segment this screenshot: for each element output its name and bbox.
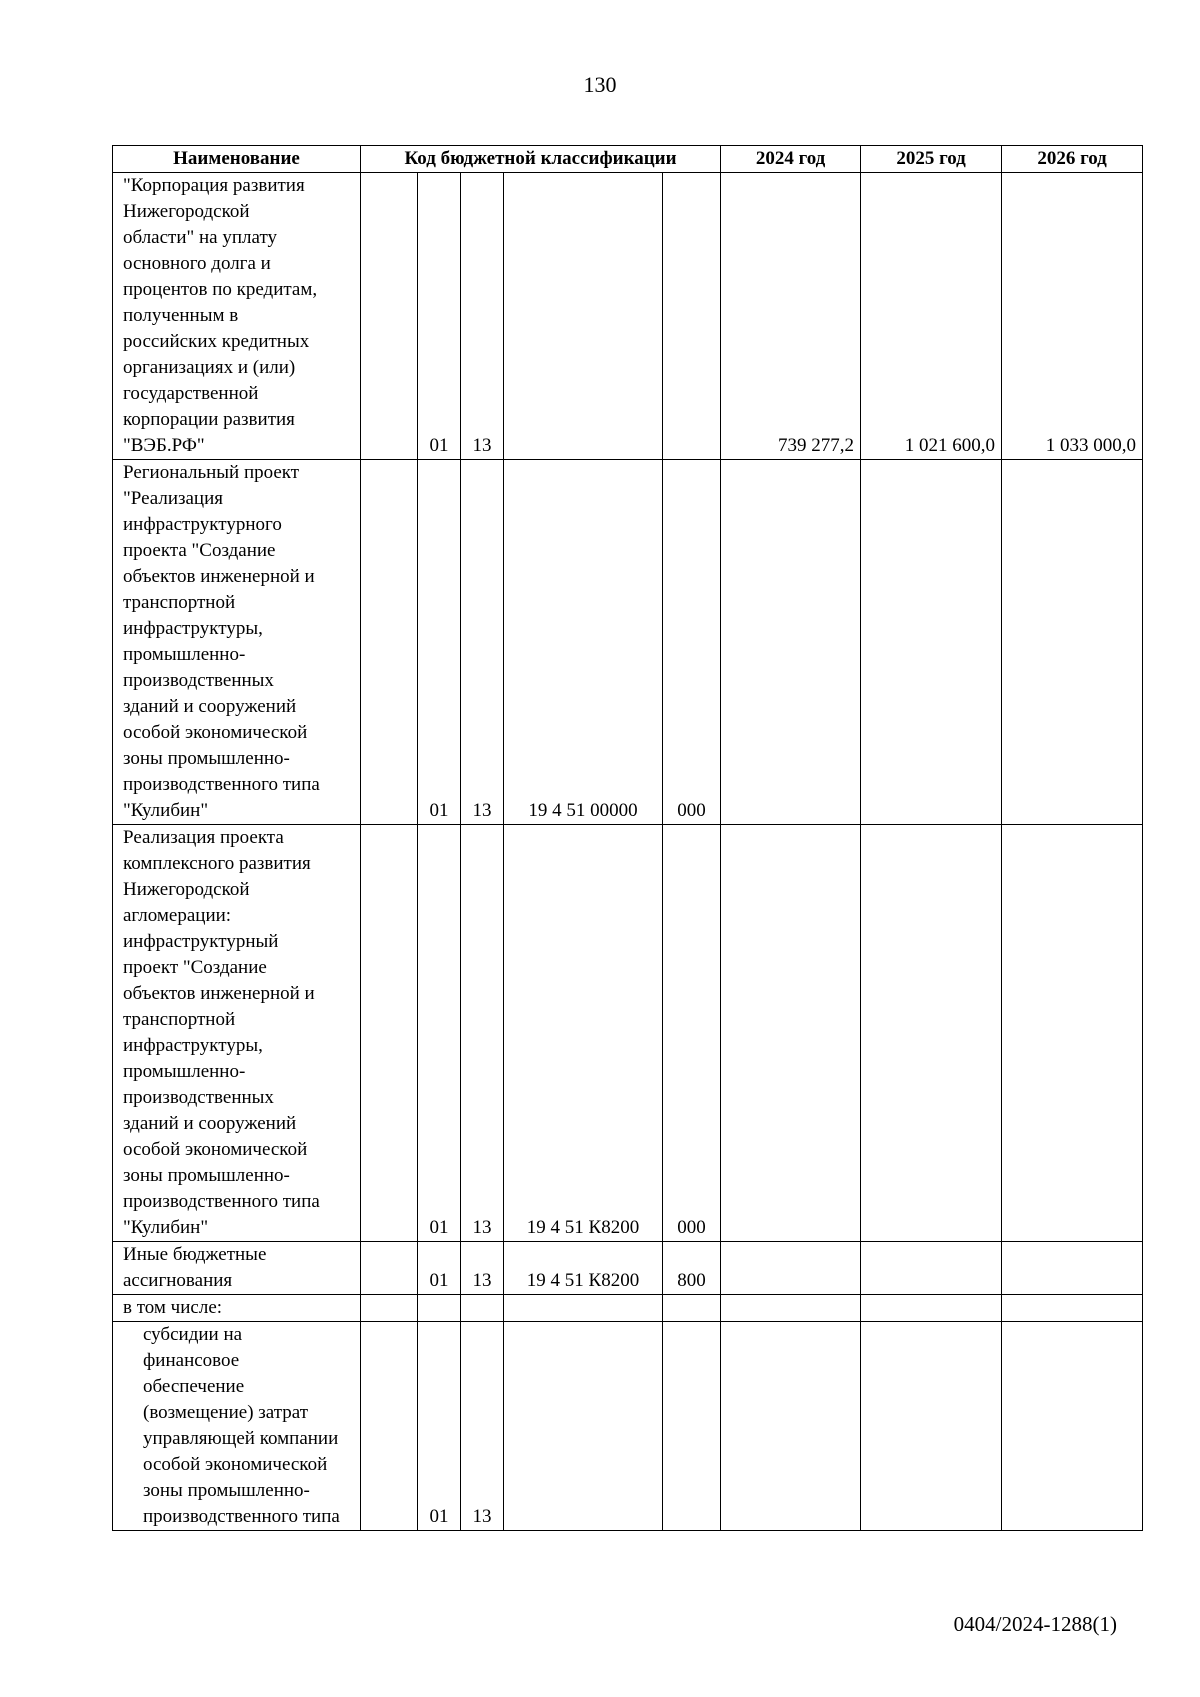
code-subsection: 13 [461,825,504,1242]
code-expense-type: 000 [663,825,721,1242]
code-subsection: 13 [461,1242,504,1295]
value-2024 [721,1242,861,1295]
code-part-1 [361,460,418,825]
row-name: в том числе: [113,1295,361,1322]
row-name: "Корпорация развития Нижегородской области" на уплату основного долга и процентов по кредитам, полученным в российских кредитных организациях и (или) государственной корпорации развития "ВЭБ.РФ" [113,173,361,460]
value-2025: 1 021 600,0 [861,173,1002,460]
value-2024 [721,825,861,1242]
code-section: 01 [418,1242,461,1295]
table-row [113,1322,1143,1531]
code-target-article [504,1295,663,1322]
code-expense-type [663,173,721,460]
code-subsection: 13 [461,460,504,825]
value-2025 [861,825,1002,1242]
row-name: субсидии на финансовое обеспечение (возмещение) затрат управляющей компании особой экономической зоны промышленно- производственного типа [113,1322,361,1531]
code-part-1 [361,1295,418,1322]
code-part-1 [361,173,418,460]
value-2024: 739 277,2 [721,173,861,460]
header-budget-code: Код бюджетной классификации [361,146,721,173]
value-2026 [1002,1295,1143,1322]
page-number: 130 [583,72,617,97]
header-2024: 2024 год [721,146,861,173]
table-row [113,460,1143,825]
table-header-row [113,146,1143,173]
code-part-1 [361,825,418,1242]
value-2025 [861,1322,1002,1531]
code-section: 01 [418,1322,461,1531]
code-part-1 [361,1322,418,1531]
value-2024 [721,1295,861,1322]
code-expense-type [663,1322,721,1531]
code-subsection [461,1295,504,1322]
code-expense-type [663,1295,721,1322]
value-2026 [1002,825,1143,1242]
code-subsection: 13 [461,1322,504,1531]
value-2026: 1 033 000,0 [1002,173,1143,460]
value-2025 [861,1242,1002,1295]
value-2025 [861,460,1002,825]
table-row [113,173,1143,460]
value-2026 [1002,1322,1143,1531]
code-subsection: 13 [461,173,504,460]
budget-table [112,145,1143,1531]
value-2024 [721,1322,861,1531]
code-expense-type: 800 [663,1242,721,1295]
code-part-1 [361,1242,418,1295]
table-row [113,1295,1143,1322]
code-target-article: 19 4 51 К8200 [504,1242,663,1295]
code-section: 01 [418,460,461,825]
code-section: 01 [418,825,461,1242]
row-name: Региональный проект "Реализация инфраструктурного проекта "Создание объектов инженерной и транспортной инфраструктуры, промышленно- производственных зданий и сооружений особой экономической зоны промышленно- производственного типа "Кулибин" [113,460,361,825]
header-2026: 2026 год [1002,146,1143,173]
code-target-article: 19 4 51 К8200 [504,825,663,1242]
code-target-article: 19 4 51 00000 [504,460,663,825]
code-section: 01 [418,173,461,460]
code-expense-type: 000 [663,460,721,825]
value-2025 [861,1295,1002,1322]
value-2026 [1002,1242,1143,1295]
value-2024 [721,460,861,825]
code-target-article [504,1322,663,1531]
value-2026 [1002,460,1143,825]
document-id: 0404/2024-1288(1) [953,1612,1117,1636]
table-row [113,1242,1143,1295]
header-name: Наименование [113,146,361,173]
code-section [418,1295,461,1322]
table-row [113,825,1143,1242]
row-name: Реализация проекта комплексного развития Нижегородской агломерации: инфраструктурный проект "Создание объектов инженерной и транспортной инфраструктуры, промышленно- производственных зданий и сооружений особой экономической зоны промышленно- производственного типа "Кулибин" [113,825,361,1242]
row-name: Иные бюджетные ассигнования [113,1242,361,1295]
code-target-article [504,173,663,460]
header-2025: 2025 год [861,146,1002,173]
